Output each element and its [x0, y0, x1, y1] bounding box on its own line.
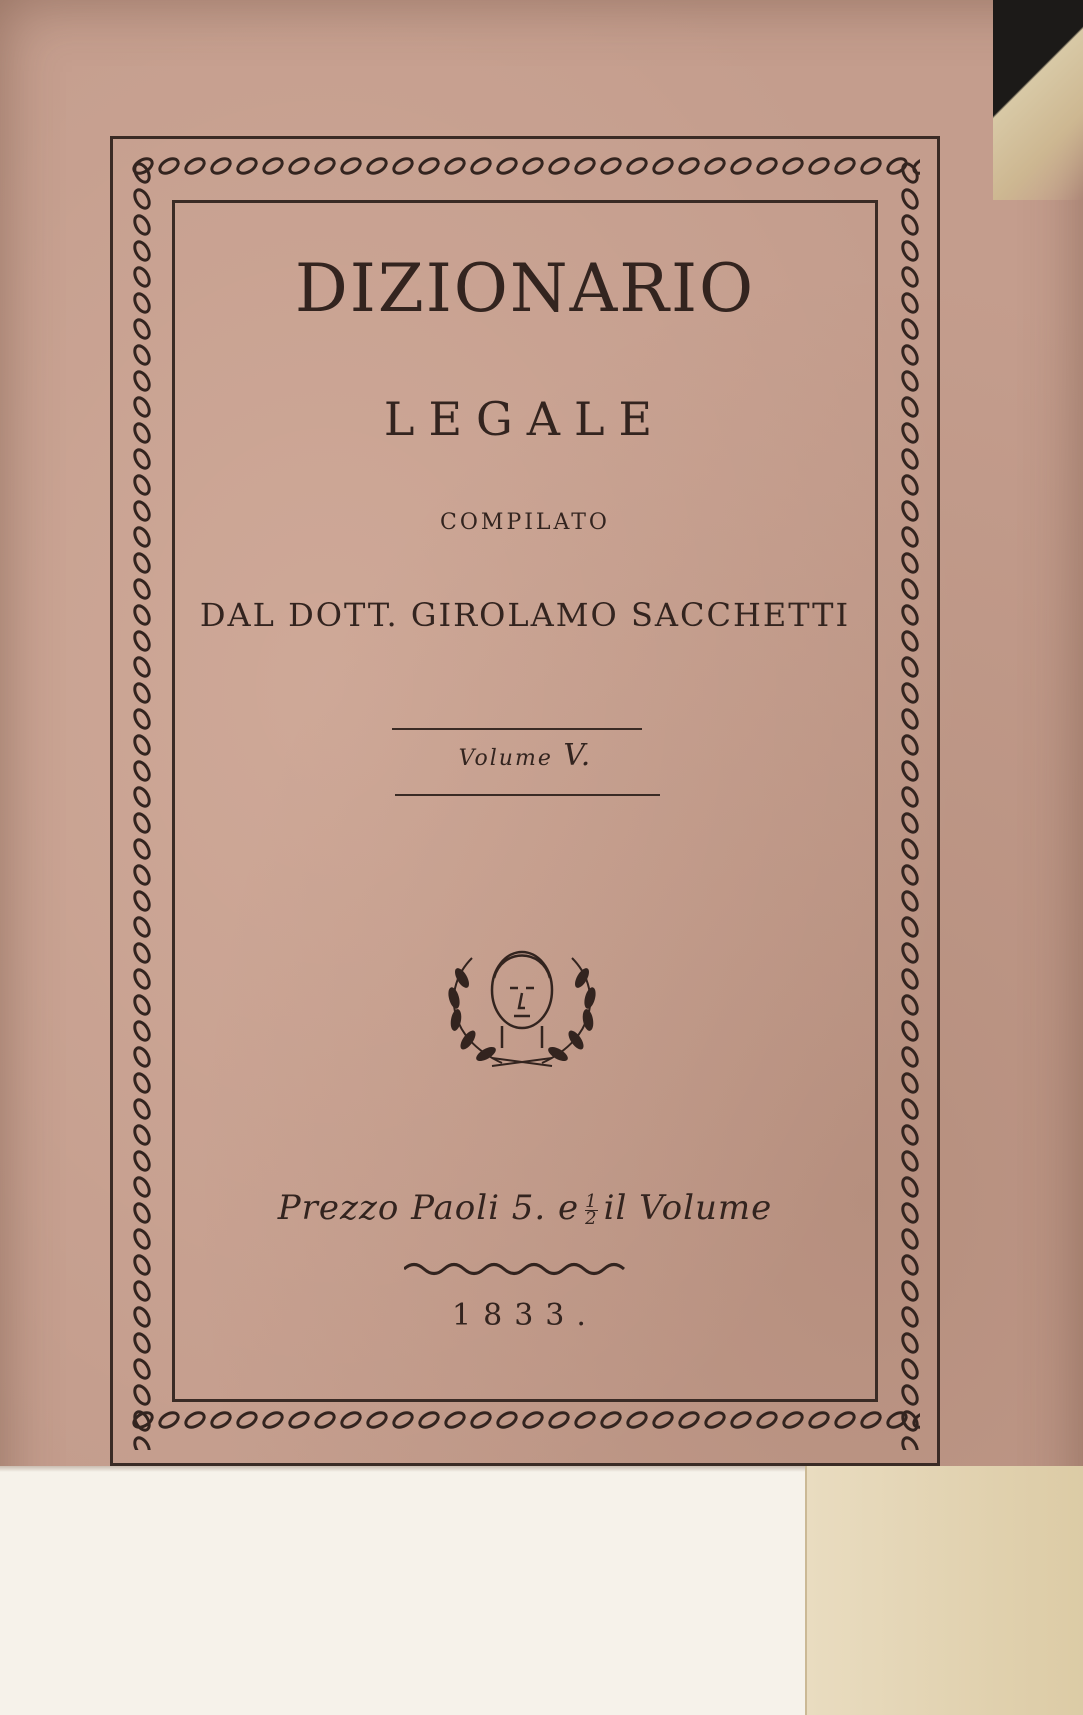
compiled-label: COMPILATO [440, 510, 610, 535]
right-chain-border [896, 160, 924, 1450]
fraction-numerator: 1 [585, 1190, 598, 1212]
label-stain [805, 1466, 1083, 1715]
volume-number: V. [563, 738, 592, 773]
ornamental-squiggle [404, 1260, 630, 1278]
volume-line [172, 738, 878, 773]
price-prefix: Prezzo Paoli 5. e [277, 1188, 580, 1228]
fraction-denominator: 2 [585, 1207, 598, 1229]
volume-word: Volume [458, 746, 553, 771]
price-line [172, 1188, 878, 1228]
bottom-chain-border [130, 1406, 920, 1434]
cover-title: DIZIONARIO [294, 250, 756, 327]
laurel-wreath-head-icon [432, 938, 612, 1068]
cover-subtitle: LEGALE [383, 392, 667, 446]
paper-label-strip [0, 1466, 1083, 1715]
volume-rule-top [392, 728, 642, 730]
price-suffix: il Volume [603, 1188, 773, 1228]
publication-year: 1833. [452, 1298, 598, 1333]
volume-rule-bottom [395, 794, 660, 796]
top-chain-border [130, 152, 920, 180]
price-fraction [585, 1190, 598, 1229]
author-line: DAL DOTT. GIROLAMO SACCHETTI [199, 596, 851, 634]
torn-corner [993, 0, 1083, 200]
left-chain-border [128, 160, 156, 1450]
